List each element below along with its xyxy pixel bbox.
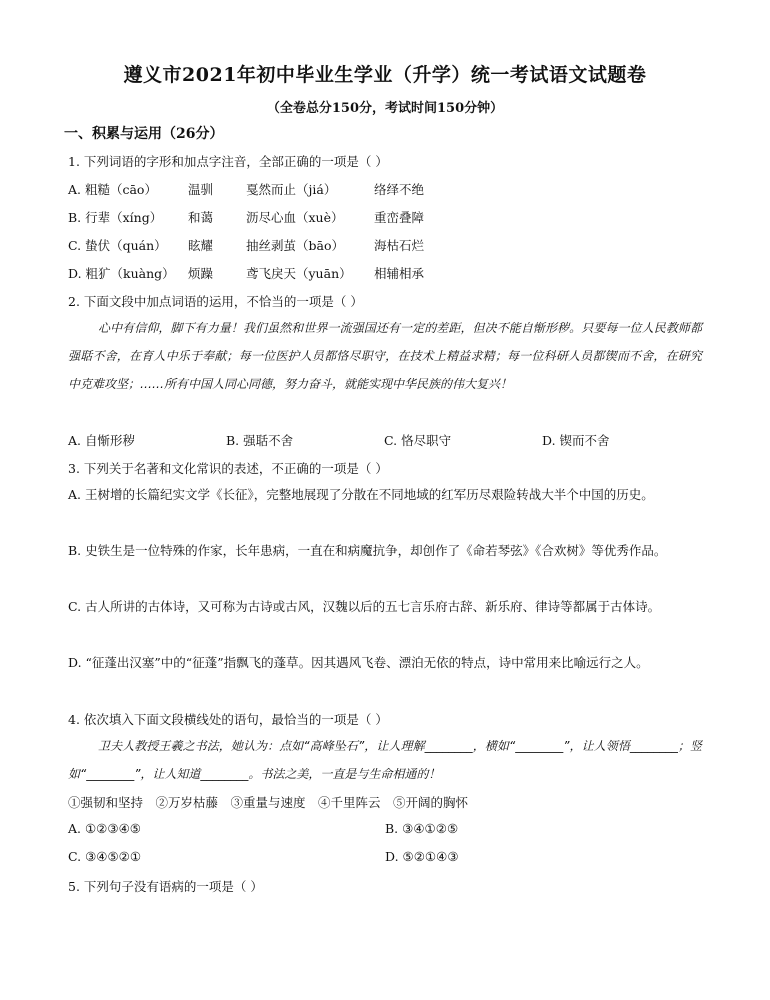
section-heading: 一、积累与运用（26分） (64, 126, 224, 142)
option-c-word-2: 眩耀 (188, 238, 214, 253)
question-1-option-c (68, 236, 424, 254)
option-a-word-4: 络绎不绝 (374, 182, 425, 197)
question-3-option-a: A. 王树增的长篇纪实文学《长征》，完整地展现了分散在不同地域的红军历尽艰险转战大半个中国的历史。 (68, 487, 654, 502)
option-a-word-2: 温驯 (188, 182, 214, 197)
question-4-choices: ①强韧和坚持 ②万岁枯藤 ③重量与速度 ④千里阵云 ⑤开阔的胸怀 (68, 795, 469, 810)
question-4-option-c: C. ③④⑤②① (68, 849, 142, 864)
option-b-word-2: 和蔼 (188, 210, 214, 225)
option-d-word-4: 相辅相承 (374, 266, 425, 281)
question-2-option-a: A. 自惭形秽 (68, 433, 135, 448)
option-d-word-3: 鸢飞戾天（yuān） (246, 266, 352, 281)
option-b-word-3: 沥尽心血（xuè） (246, 210, 344, 225)
question-2-option-b: B. 强聒不舍 (226, 433, 294, 448)
question-2-stem: 2. 下面文段中加点词语的运用，不恰当的一项是（ ） (68, 294, 363, 309)
option-c-word-1: C. 蛰伏（quán） (68, 238, 167, 253)
question-2-option-d: D. 锲而不舍 (542, 433, 610, 448)
option-d-word-1: D. 粗犷（kuàng） (68, 266, 175, 281)
question-3-stem: 3. 下列关于名著和文化常识的表述，不正确的一项是（ ） (68, 461, 388, 476)
question-4-option-b: B. ③④①②⑤ (385, 821, 459, 836)
question-1-option-b (68, 208, 424, 226)
question-3-option-d: D. “征蓬出汉塞”中的“征蓬”指飘飞的蓬草。因其遇风飞卷、漂泊无依的特点，诗中常用来比喻远行之人。 (68, 655, 649, 670)
option-b-word-4: 重峦叠障 (374, 210, 425, 225)
question-3-option-b: B. 史铁生是一位特殊的作家，长年患病，一直在和病魔抗争，却创作了《命若琴弦》《合欢树》等优秀作品。 (68, 543, 667, 558)
question-1-stem: 1. 下列词语的字形和加点字注音，全部正确的一项是（ ） (68, 154, 388, 169)
question-1-option-a (68, 180, 424, 198)
exam-title: 遵义市2021年初中毕业生学业（升学）统一考试语文试题卷 (123, 64, 647, 86)
exam-subtitle: （全卷总分150分，考试时间150分钟） (266, 101, 504, 116)
question-4-passage: 卫夫人教授王羲之书法，她认为：点如“高峰坠石”，让人理解________，横如“________”，让人领悟________；竖如“________”，让人知道________。书法之美，一直是与生命相通的！ (68, 739, 702, 781)
question-2-option-c: C. 恪尽职守 (384, 433, 452, 448)
question-1-option-d (68, 264, 424, 282)
question-2-passage: 心中有信仰，脚下有力量！我们虽然和世界一流强国还有一定的差距，但决不能自惭形秽。只要每一位人民教师都强聒不舍，在育人中乐于奉献；每一位医护人员都恪尽职守，在技术上精益求精；每一位科研人员都锲而不舍，在研究中克难攻坚；……所有中国人同心同德，努力奋斗，就能实现中华民族的伟大复兴！ (68, 321, 702, 391)
question-3-option-c: C. 古人所讲的古体诗，又可称为古诗或古风，汉魏以后的五七言乐府古辞、新乐府、律诗等都属于古体诗。 (68, 599, 661, 614)
question-2-options (68, 431, 610, 449)
option-a-word-1: A. 粗糙（cāo） (68, 182, 157, 197)
option-c-word-4: 海枯石烂 (374, 238, 425, 253)
option-a-word-3: 戛然而止（jiá） (246, 182, 337, 197)
question-4-option-a: A. ①②③④⑤ (68, 821, 142, 836)
option-c-word-3: 抽丝剥茧（bāo） (246, 238, 344, 253)
option-b-word-1: B. 行辈（xíng） (68, 210, 163, 225)
question-4-option-d: D. ⑤②①④③ (385, 849, 459, 864)
option-d-word-2: 烦躁 (188, 266, 214, 281)
question-5-stem: 5. 下列句子没有语病的一项是（ ） (68, 879, 263, 894)
question-4-stem: 4. 依次填入下面文段横线处的语句，最恰当的一项是（ ） (68, 712, 388, 727)
